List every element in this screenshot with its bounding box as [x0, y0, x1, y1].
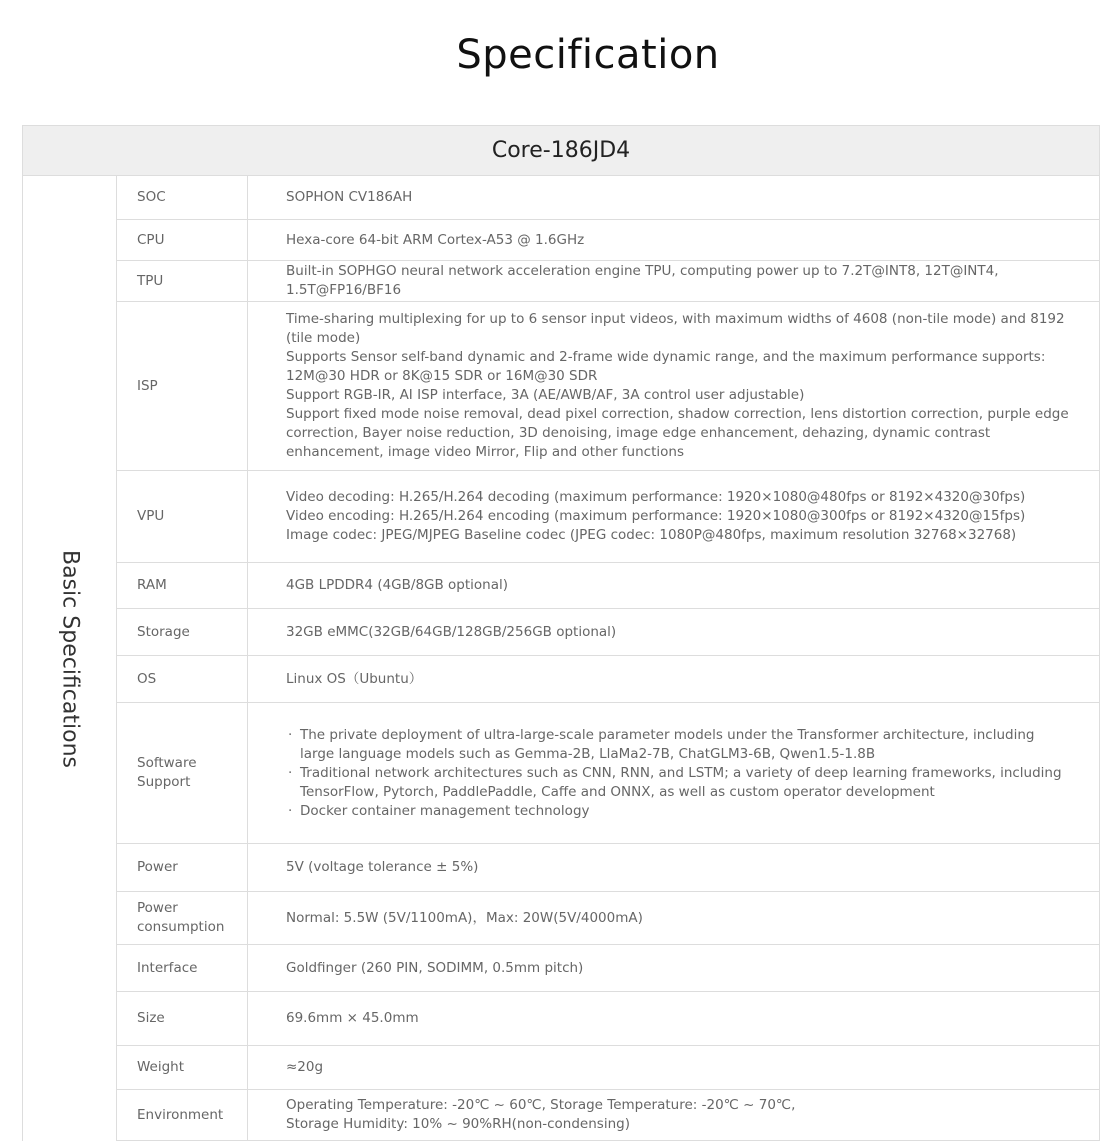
group-cell: [23, 176, 117, 1141]
spec-value: [248, 656, 1099, 702]
value-line: Storage Humidity: 10% ~ 90%RH(non-condensing): [286, 1116, 630, 1132]
value-line: 4GB LPDDR4 (4GB/8GB optional): [286, 577, 509, 593]
group-label: Basic Specifications: [57, 549, 82, 768]
spec-value: [248, 302, 1099, 470]
spec-label: Weight: [117, 1046, 248, 1089]
value-line: 5V (voltage tolerance ± 5%): [286, 859, 479, 875]
value-line: 69.6mm × 45.0mm: [286, 1010, 419, 1026]
spec-label: Environment: [117, 1090, 248, 1140]
value-line: Built-in SOPHGO neural network acceleration engine TPU, computing power up to 7.2T@INT8, 12T@INT4, 1.5T@FP16/BF16: [286, 263, 999, 298]
value-line: ≈20g: [286, 1059, 324, 1075]
spec-row: [117, 609, 1099, 656]
page-title: Specification: [456, 32, 720, 78]
spec-value: [248, 220, 1099, 260]
spec-value: [248, 261, 1099, 301]
value-line: SOPHON CV186AH: [286, 189, 413, 205]
spec-row: [117, 261, 1099, 302]
value-line: Video encoding: H.265/H.264 encoding (maximum performance: 1920×1080@300fps or 8192×4320@15fps): [286, 508, 1026, 524]
spec-value: [248, 703, 1099, 843]
spec-label: SOC: [117, 176, 248, 219]
spec-value: [248, 945, 1099, 991]
spec-table: [22, 125, 1100, 1141]
spec-value: [248, 1046, 1099, 1089]
spec-row: [117, 892, 1099, 945]
spec-label: Interface: [117, 945, 248, 991]
spec-value: [248, 471, 1099, 562]
value-line: Supports Sensor self-band dynamic and 2-frame wide dynamic range, and the maximum performance supports: 12M@30 HDR or 8K@15 SDR or 16M@30 SDR: [286, 349, 1046, 384]
spec-row: [117, 471, 1099, 563]
spec-label: Power: [117, 844, 248, 891]
spec-value: [248, 176, 1099, 219]
spec-row: [117, 844, 1099, 892]
spec-label: Software Support: [117, 703, 248, 843]
spec-label: CPU: [117, 220, 248, 260]
spec-label: ISP: [117, 302, 248, 470]
value-line: Image codec: JPEG/MJPEG Baseline codec (JPEG codec: 1080P@480fps, maximum resolution 32768×32768): [286, 527, 1017, 543]
value-line: Support RGB-IR, AI ISP interface, 3A (AE/AWB/AF, 3A control user adjustable): [286, 387, 805, 403]
spec-label: Size: [117, 992, 248, 1045]
value-line: Linux OS（Ubuntu）: [286, 670, 423, 687]
spec-value: [248, 844, 1099, 891]
spec-label: VPU: [117, 471, 248, 562]
bullet-item: · The private deployment of ultra-large-scale parameter models under the Transformer architecture, including large language models such as Gemma-2B, LlaMa2-7B, ChatGLM3-6B, Qwen1.5-1.8B: [286, 726, 1069, 764]
spec-value: [248, 992, 1099, 1045]
spec-row: [117, 656, 1099, 703]
spec-row: [117, 1046, 1099, 1090]
spec-value: [248, 609, 1099, 655]
bullet-item: · Docker container management technology: [286, 802, 1069, 821]
value-line: Normal: 5.5W (5V/1100mA)，Max: 20W(5V/4000mA): [286, 909, 643, 926]
spec-value: [248, 892, 1099, 944]
spec-row: [117, 220, 1099, 261]
spec-label: RAM: [117, 563, 248, 608]
value-line: Video decoding: H.265/H.264 decoding (maximum performance: 1920×1080@480fps or 8192×4320@30fps): [286, 489, 1026, 505]
spec-row: [117, 945, 1099, 992]
value-line: Operating Temperature: -20℃ ~ 60℃, Storage Temperature: -20℃ ~ 70℃,: [286, 1097, 796, 1113]
model-header: Core-186JD4: [23, 126, 1099, 176]
spec-value: [248, 1090, 1099, 1140]
value-line: Hexa-core 64-bit ARM Cortex-A53 @ 1.6GHz: [286, 231, 585, 248]
spec-row: [117, 703, 1099, 844]
spec-label: Power consumption: [117, 892, 248, 944]
spec-row: [117, 1090, 1099, 1141]
spec-row: [117, 176, 1099, 220]
spec-label: Storage: [117, 609, 248, 655]
bullet-item: · Traditional network architectures such as CNN, RNN, and LSTM; a variety of deep learning frameworks, including TensorFlow, Pytorch, PaddlePaddle, Caffe and ONNX, as well as custom operator development: [286, 764, 1069, 802]
value-line: Goldfinger (260 PIN, SODIMM, 0.5mm pitch): [286, 959, 584, 976]
spec-row: [117, 563, 1099, 609]
spec-label: OS: [117, 656, 248, 702]
value-line: 32GB eMMC(32GB/64GB/128GB/256GB optional): [286, 623, 617, 640]
spec-row: [117, 992, 1099, 1046]
value-line: Support fixed mode noise removal, dead pixel correction, shadow correction, lens distortion correction, purple edge correction, Bayer noise reduction, 3D denoising, image edge enhancement, dehazing, dynamic contrast enhancement, image video Mirror, Flip and other functions: [286, 406, 1069, 460]
spec-value: [248, 563, 1099, 608]
spec-label: TPU: [117, 261, 248, 301]
spec-row: [117, 302, 1099, 471]
value-line: Time-sharing multiplexing for up to 6 sensor input videos, with maximum widths of 4608 (non-tile mode) and 8192 (tile mode): [286, 311, 1065, 346]
